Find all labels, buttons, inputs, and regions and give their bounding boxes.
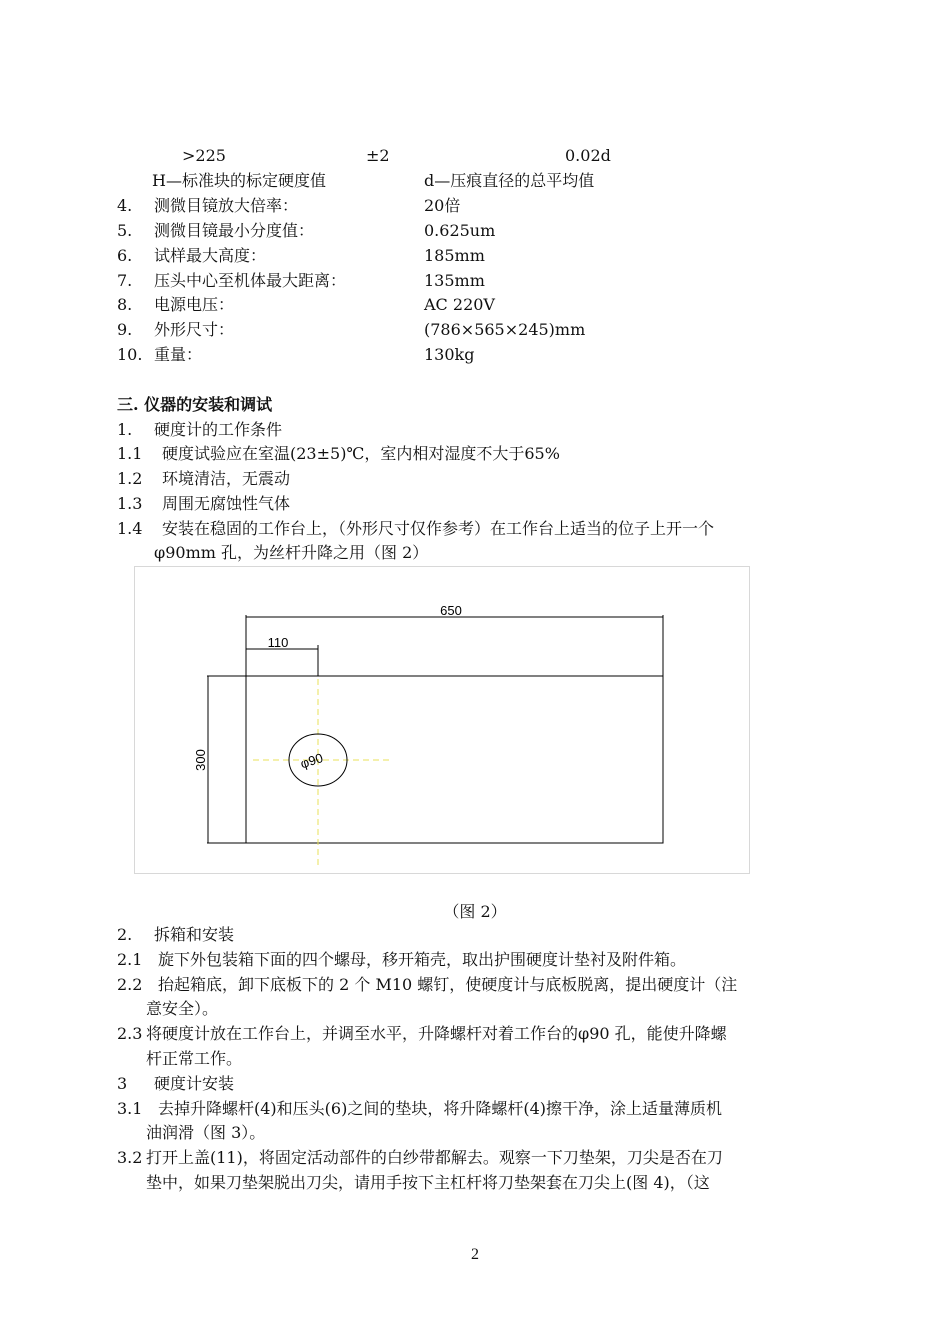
item-num: 1.4 (117, 519, 143, 538)
hole-label: φ90 (298, 750, 325, 772)
spec-num: 5. (117, 221, 133, 240)
item-text: 打开上盖(11)，将固定活动部件的白纱带都解去。观察一下刀垫架，刀尖是否在刀 (146, 1148, 723, 1167)
item-text-cont: 意安全）。 (146, 999, 219, 1018)
spec-value: AC 220V (424, 295, 495, 314)
item-text: 硬度计安装 (154, 1074, 235, 1093)
spec-num: 10. (117, 345, 143, 364)
item-text: 抬起箱底，卸下底板下的 2 个 M10 螺钉，使硬度计与底板脱离，提出硬度计（注 (158, 975, 738, 994)
dim-650-label: 650 (440, 603, 462, 618)
spec-num: 7. (117, 271, 133, 290)
item-text: 去掉升降螺杆(4)和压头(6)之间的垫块，将升降螺杆(4)擦干净，涂上适量薄质机 (158, 1099, 722, 1118)
spec-value: (786×565×245)mm (424, 320, 586, 339)
item-text-cont: 油润滑（图 3）。 (146, 1123, 266, 1142)
spec-value: 130kg (424, 345, 475, 364)
item-num: 3 (117, 1074, 128, 1093)
item-text: 安装在稳固的工作台上，（外形尺寸仅作参考）在工作台上适当的位子上开一个 (162, 519, 715, 538)
item-num: 1.1 (117, 444, 143, 463)
table-drawing (135, 567, 749, 873)
item-text: 将硬度计放在工作台上，并调至水平，升降螺杆对着工作台的φ90 孔，能使升降螺 (146, 1024, 727, 1043)
item-num: 2.3 (117, 1024, 143, 1043)
spec-num: 8. (117, 295, 133, 314)
item-text: 硬度计的工作条件 (154, 420, 283, 439)
spec-label: 重量： (154, 345, 203, 364)
figure-2 (134, 566, 750, 874)
item-num: 2. (117, 925, 133, 944)
table-cell-225: >225 (182, 146, 226, 165)
item-num: 1.3 (117, 494, 143, 513)
item-num: 3.2 (117, 1148, 143, 1167)
item-text: 周围无腐蚀性气体 (162, 494, 291, 513)
spec-label: 试样最大高度： (154, 246, 267, 265)
item-text: 拆箱和安装 (154, 925, 235, 944)
spec-label: 压头中心至机体最大距离： (154, 271, 347, 290)
item-num: 2.1 (117, 950, 143, 969)
item-text: 硬度试验应在室温(23±5)℃，室内相对湿度不大于65% (162, 444, 560, 463)
spec-label: 外形尺寸： (154, 320, 235, 339)
item-text: 环境清洁，无震动 (162, 469, 291, 488)
spec-label: 测微目镜最小分度值： (154, 221, 315, 240)
item-text-cont: φ90mm 孔，为丝杆升降之用（图 2） (154, 543, 429, 562)
spec-value: 0.625um (424, 221, 496, 240)
page-number: 2 (471, 1246, 479, 1263)
table-cell-002d: 0.02d (565, 146, 611, 165)
spec-num: 6. (117, 246, 133, 265)
item-num: 3.1 (117, 1099, 143, 1118)
item-text: 旋下外包装箱下面的四个螺母，移开箱壳，取出护围硬度计垫衬及附件箱。 (158, 950, 687, 969)
dim-110-label: 110 (267, 635, 289, 650)
spec-label: 电源电压： (154, 295, 235, 314)
item-num: 2.2 (117, 975, 143, 994)
figure-caption: （图 2） (443, 902, 507, 921)
spec-num: 4. (117, 196, 133, 215)
item-num: 1.2 (117, 469, 143, 488)
item-text-cont: 垫中，如果刀垫架脱出刀尖，请用手按下主杠杆将刀垫架套在刀尖上(图 4)，（这 (146, 1173, 710, 1192)
dim-300-label: 300 (193, 749, 208, 771)
spec-value: 185mm (424, 246, 485, 265)
legend-h: H—标准块的标定硬度值 (152, 171, 326, 190)
spec-value: 20倍 (424, 196, 461, 215)
spec-num: 9. (117, 320, 133, 339)
table-cell-tolerance: ±2 (366, 146, 390, 165)
spec-label: 测微目镜放大倍率： (154, 196, 299, 215)
item-text-cont: 杆正常工作。 (146, 1049, 243, 1068)
spec-value: 135mm (424, 271, 485, 290)
section-title: 三. 仪器的安装和调试 (117, 395, 273, 414)
item-num: 1. (117, 420, 133, 439)
legend-d: d—压痕直径的总平均值 (424, 171, 595, 190)
